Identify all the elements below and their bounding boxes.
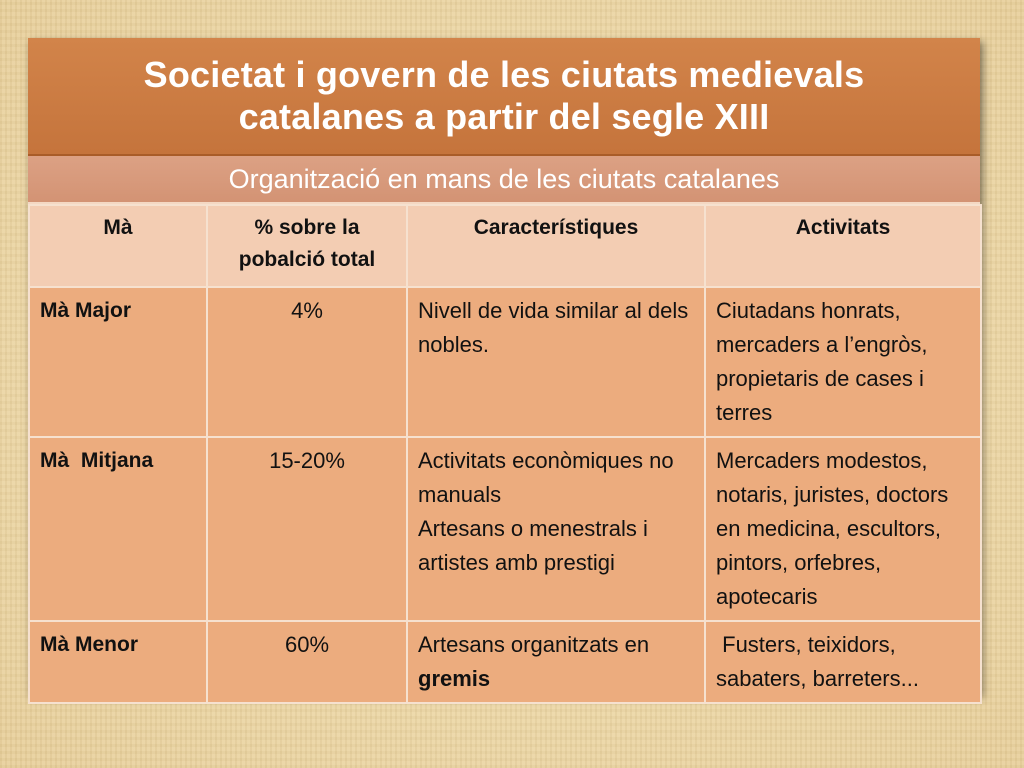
column-header-ma: Mà: [29, 205, 207, 287]
row-activities: Fusters, teixidors, sabaters, barreters...: [705, 621, 981, 703]
row-characteristics: [407, 287, 705, 437]
slide-subtitle: Organització en mans de les ciutats catalanes: [228, 163, 780, 194]
column-header-activities: Activitats: [705, 205, 981, 287]
row-name: Mà Menor: [29, 621, 207, 703]
society-table: [28, 204, 982, 704]
column-header-characteristics: Característiques: [407, 205, 705, 287]
characteristics-text: Artesans organitzats en: [418, 632, 650, 657]
row-percent: 60%: [207, 621, 407, 703]
characteristics-line: Nivell de vida similar al dels nobles.: [418, 298, 689, 357]
row-activities: Mercaders modestos, notaris, juristes, doctors en medicina, escultors, pintors, orfebres, apotecaris: [705, 437, 981, 621]
title-bar: [28, 38, 980, 156]
characteristics-line: Activitats econòmiques no manuals: [418, 448, 674, 507]
slide-title: Societat i govern de les ciutats medievals catalanes a partir del segle XIII: [143, 54, 865, 137]
subtitle-bar: [28, 156, 980, 204]
slide: [28, 38, 980, 694]
row-characteristics: [407, 437, 705, 621]
row-percent: 15-20%: [207, 437, 407, 621]
row-name: Mà Mitjana: [29, 437, 207, 621]
table-row: [29, 621, 981, 703]
characteristics-line: Artesans o menestrals i artistes amb prestigi: [418, 516, 648, 575]
row-name: Mà Major: [29, 287, 207, 437]
characteristics-bold-text: gremis: [418, 666, 491, 691]
row-characteristics: [407, 621, 705, 703]
table-row: [29, 437, 981, 621]
column-header-percent: % sobre la pobalció total: [207, 205, 407, 287]
table-header-row: [29, 205, 981, 287]
row-percent: 4%: [207, 287, 407, 437]
table-row: [29, 287, 981, 437]
row-activities: Ciutadans honrats, mercaders a l’engròs, propietaris de cases i terres: [705, 287, 981, 437]
